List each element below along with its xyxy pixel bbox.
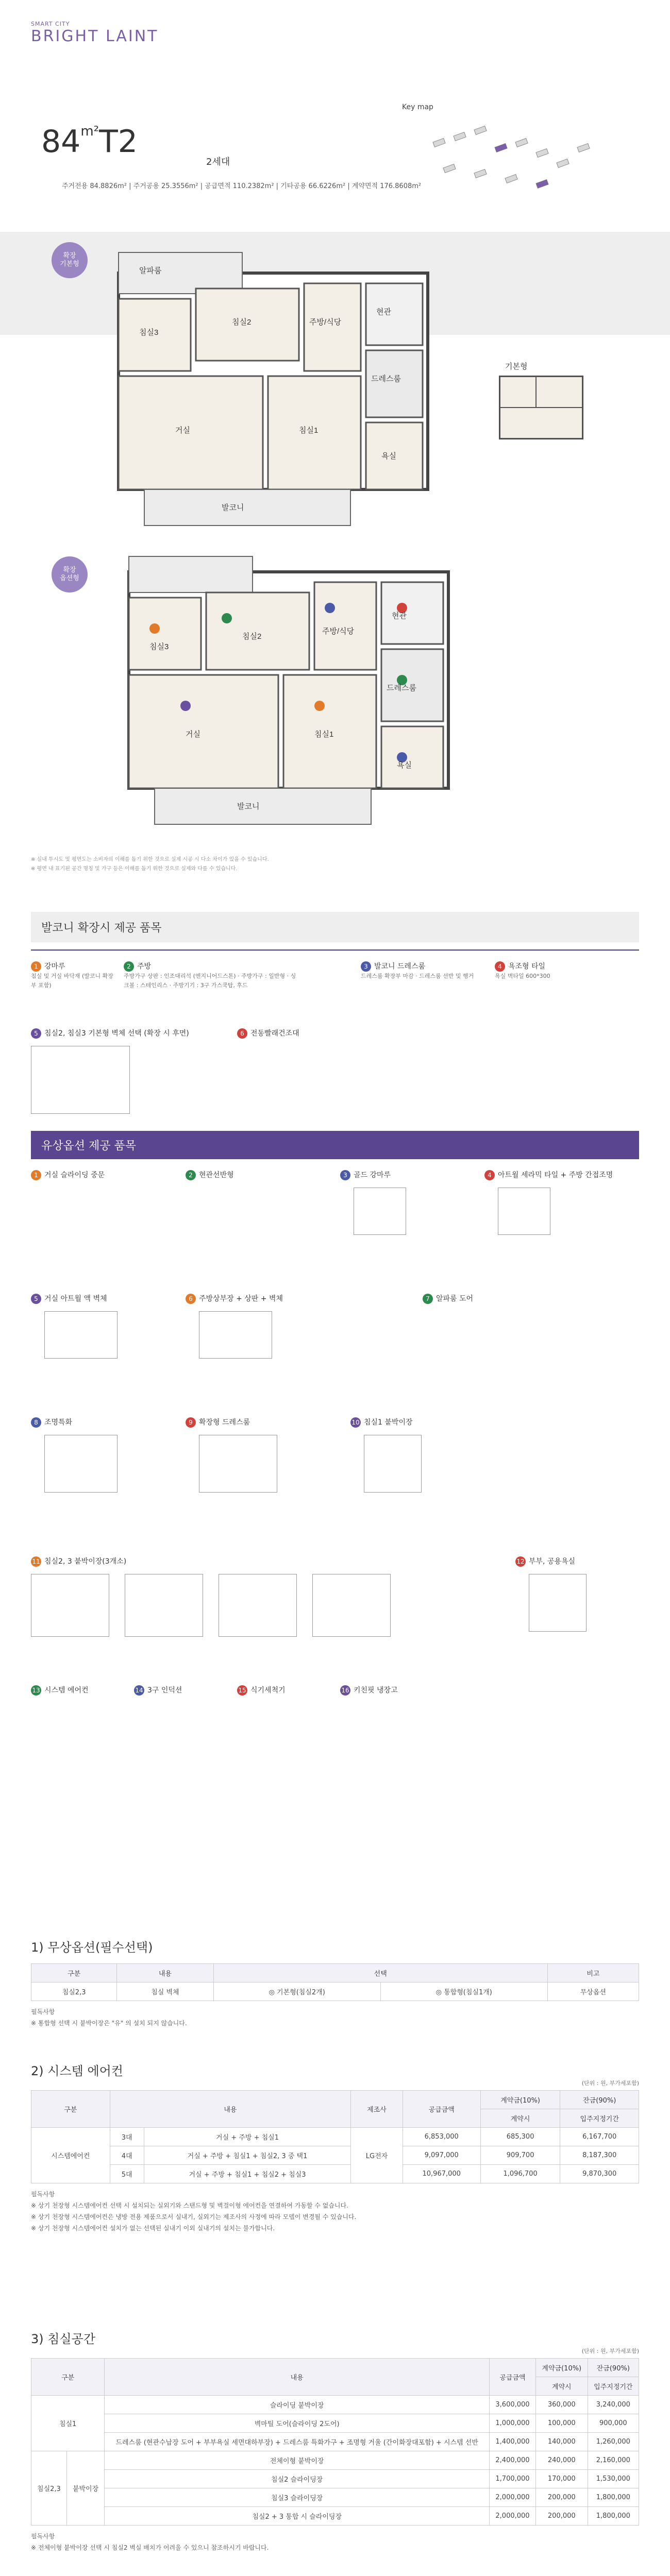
label-bath: 욕실 xyxy=(381,452,396,461)
option-item: 13 시스템 에어컨 xyxy=(31,1685,165,1696)
table-row: 5대 거실 + 주방 + 침실1 + 침실2 + 침실3 10,967,000 1,096,700 9,870,300 xyxy=(31,2165,639,2183)
opt-label-kitchen: 주방/식당 xyxy=(322,627,355,636)
label-alpha-room: 알파룸 xyxy=(139,266,162,275)
opt-label-bedroom1: 침실1 xyxy=(314,730,334,739)
floor-plan-option xyxy=(124,551,454,840)
opt-label-entrance: 현관 xyxy=(392,612,407,620)
badge-option: 확장 옵션형 xyxy=(52,556,88,592)
label-dressroom: 드레스룸 xyxy=(371,375,401,383)
opt-label-bedroom2: 침실2 xyxy=(242,632,262,641)
table-row: 침실2 슬라이딩장 1,700,000 170,000 1,530,000 xyxy=(31,2470,639,2488)
table-row: 시스템에어컨 3대 거실 + 주방 + 침실1 LG전자 6,853,000 685,300 6,167,700 xyxy=(31,2128,639,2146)
opt-label-bedroom3: 침실3 xyxy=(149,642,169,651)
option-item: 8 조명특화 xyxy=(31,1417,175,1493)
option-item: 14 3구 인덕션 xyxy=(134,1685,268,1696)
option-item: 10 침실1 붙박이장 xyxy=(350,1417,495,1493)
balcony-item: 1 강마루 침실 및 거실 바닥재 (발코니 확장부 포함) xyxy=(31,962,113,989)
balcony-item: 4 욕조형 타일 욕실 벽타일 600*300 xyxy=(495,962,550,979)
table-row: 벽마틸 도어(슬라이딩 2도어) 1,000,000 100,000 900,000 xyxy=(31,2414,639,2433)
option-item: 15 식기세척기 xyxy=(237,1685,371,1696)
label-living: 거실 xyxy=(175,426,190,435)
balcony-section xyxy=(31,912,639,1767)
table2-notes: 필독사항 ※ 상기 천장형 시스템에어컨 선택 시 설치되는 실외기와 스탠드형 및 벽걸이형 에어컨을 연결하여 가동할 수 없습니다. ※ 상기 천장형 시스템에어컨은 냉방 전용 제품으로서 실내기, 실외기는 제조사의 사정에 따라 모델이 변경될 수 있습니다. ※ 상기 천장형 시스템에어컨 설치가 없는 선택된 실내기 이외 실내기의 설치는 불가합니다. xyxy=(31,2191,357,2232)
badge-basic: 확장 기본형 xyxy=(52,242,88,278)
table-row: 침실2 + 3 통합 시 슬라이딩장 2,000,000 200,000 1,800,000 xyxy=(31,2507,639,2526)
option-item: 1 거실 슬라이딩 중문 xyxy=(31,1170,175,1180)
option-item: 6 주방상부장 + 상판 + 벽체 xyxy=(186,1293,350,1359)
key-map xyxy=(402,103,629,227)
brand xyxy=(31,21,158,45)
balcony-item: 2 주방 주방가구 상판 : 인조대리석 (엔지니어드스톤) · 주방가구 : 일반형 · 싱크볼 : 스테인리스 · 주방기기 : 3구 가스쿡탑, 후드 xyxy=(124,962,296,989)
option-item: 2 현관선반형 xyxy=(186,1170,330,1180)
label-bedroom3: 침실3 xyxy=(139,328,159,337)
brand-logo: BRIGHT LAINT xyxy=(31,27,159,45)
table1: 구분 내용 선택 비고 침실2,3 침실 벽체 ◎ 기본형(침실2개) ◎ 통합형(침실1개) 무상옵션 xyxy=(31,1963,639,2001)
option-plan-basic xyxy=(495,361,588,446)
households: 2세대 xyxy=(206,157,230,167)
table3-section: 3) 침실공간 (단위 : 원, 부가세포함) 구분 내용 공급금액 계약금(10%) 잔금(90%) 계약시 입주지정기간 침실1 슬라이딩 붙박이장 3,600,000 360,000 3,240,000 벽마틸 도어(슬라이딩 2도어) 1,000,000 100,000 900,000 드레스룸 (현관수납장 도어 + 부부욕실 세면대하부장) + 드레스룸 특화가구 + 조명형 거울 (간이화장대포함) + 시스템 선반 1,400,000 140,000 1,260,000 침실2,3 붙박이장 전체이형 붙박이장 2,400,000 240,000 2,160,000 침실2 슬라이딩장 1,700,000 170,000 1,530,000 침실3 슬라이딩장 2,000,000 200,000 1,800,000 침실2 + 3 통합 시 슬라이딩장 2,000,000 200,000 1,800,000 필독사항 ※ 전체이형 붙박이장 선택 시 침실2 벽실 배치가 어려울 수 있으니 참조하시기 바랍니다. xyxy=(31,2329,639,2553)
wall-thumbnail xyxy=(31,1046,130,1114)
table-row: 침실3 슬라이딩장 2,000,000 200,000 1,800,000 xyxy=(31,2488,639,2507)
label-bedroom2: 침실2 xyxy=(232,318,252,327)
option-item: 7 알파룸 도어 xyxy=(423,1293,577,1304)
label-kitchen: 주방/식당 xyxy=(309,318,342,327)
option-item: 4 아트월 세라믹 타일 + 주방 간접조명 xyxy=(484,1170,639,1235)
table2-title: 2) 시스템 에어컨 xyxy=(31,2064,123,2078)
floor-plan-basic xyxy=(113,242,433,541)
table-row: 4대 거실 + 주방 + 침실1 + 침실2, 3 중 택1 9,097,000 909,700 8,187,300 xyxy=(31,2146,639,2165)
table-row: 침실2,3 붙박이장 전체이형 붙박이장 2,400,000 240,000 2,160,000 xyxy=(31,2451,639,2470)
opt-label-dressroom: 드레스룸 xyxy=(387,684,416,692)
table2-section: 2) 시스템 에어컨 (단위 : 원, 부가세포함) 구분 내용 제조사 공급금액 계약금(10%) 잔금(90%) 계약시 입주지정기간 시스템에어컨 3대 거실 + 주방 + 침실1 LG전자 6,853,000 685,300 6,167,700 4대 거실 + 주방 + 침실1 + 침실2, 3 중 택1 9,097,000 909,700 8,187,300 5대 거실 + 주방 + 침실1 + 침실2 + 침실3 10,967,000 1,096,700 9,870,300 필독사항 ※ 상기 천장형 시스템에어컨 선택 시 설치되는 실외기와 스탠드형 및 벽걸이형 에어컨을 연결하여 가동할 수 없습니다. ※ 상기 천장형 시스템에어컨은 냉방 전용 제품으로서 실내기, 실외기는 제조사의 사정에 따라 모델이 변경될 수 있습니다. ※ 상기 천장형 시스템에어컨 설치가 없는 선택된 실내기 이외 실내기의 설치는 불가합니다. xyxy=(31,2061,639,2234)
table1-notes: 필독사항 ※ 통합형 선택 시 붙박이장은 "유" 의 설치 되지 않습니다. xyxy=(31,2008,187,2027)
plan-notes: ※ 실내 투시도 및 평면도는 소비자의 이해를 돕기 위한 것으로 실제 시공 시 다소 차이가 있을 수 있습니다. ※ 평면 내 표기된 공간 명칭 및 가구 등은 이해를 돕기 위한 것으로 실제와 다를 수 있습니다. xyxy=(31,857,269,872)
opt-label-balcony: 발코니 xyxy=(237,802,260,811)
option-item: 5 거실 아트월 액 벽체 xyxy=(31,1293,175,1359)
table1-section xyxy=(31,1937,639,2029)
table-row: 드레스룸 (현관수납장 도어 + 부부욕실 세면대하부장) + 드레스룸 특화가구 + 조명형 거울 (간이화장대포함) + 시스템 선반 1,400,000 140,000 1,260,000 xyxy=(31,2433,639,2451)
balcony-item: 5 침실2, 침실3 기본형 벽체 선택 (확장 시 후면) xyxy=(31,1028,216,1114)
table3-title: 3) 침실공간 xyxy=(31,2332,95,2346)
table-row: 침실1 슬라이딩 붙박이장 3,600,000 360,000 3,240,000 xyxy=(31,2396,639,2414)
option-item: 16 키친핏 냉장고 xyxy=(340,1685,474,1696)
option-item: 9 확장형 드레스룸 xyxy=(186,1417,330,1493)
option-title: 유상옵션 제공 품목 xyxy=(31,1131,639,1159)
option-item: 11 침실2, 3 붙박이장(3개소) xyxy=(31,1556,495,1637)
opt-label-living: 거실 xyxy=(186,730,200,739)
option-items xyxy=(31,1170,639,1767)
option-plan-diagram xyxy=(495,371,588,444)
unit-area: $84^{m^2}T2$ xyxy=(41,124,138,160)
balcony-title: 발코니 확장시 제공 품목 xyxy=(31,912,639,942)
key-map-diagram xyxy=(402,111,629,214)
table3-notes: 필독사항 ※ 전체이형 붙박이장 선택 시 침실2 벽실 배치가 어려울 수 있으니 참조하시기 바랍니다. xyxy=(31,2533,269,2551)
option-item: 12 부부, 공용욕실 xyxy=(515,1556,639,1632)
unit-specs: 주거전용 84.8826m² | 주거공용 25.3556m² | 공급면적 110.2382m² | 기타공용 66.6226m² | 계약면적 176.8608m² xyxy=(62,182,422,190)
table3: 구분 내용 공급금액 계약금(10%) 잔금(90%) 계약시 입주지정기간 침실1 슬라이딩 붙박이장 3,600,000 360,000 3,240,000 벽마틸 도어(슬라이딩 2도어) 1,000,000 100,000 900,000 드레스룸 (현관수납장 도어 + 부부욕실 세면대하부장) + 드레스룸 특화가구 + 조명형 거울 (간이화장대포함) + 시스템 선반 1,400,000 140,000 1,260,000 침실2,3 붙박이장 전체이형 붙박이장 2,400,000 240,000 2,160,000 침실2 슬라이딩장 1,700,000 170,000 1,530,000 침실3 슬라이딩장 2,000,000 200,000 1,800,000 침실2 + 3 통합 시 슬라이딩장 2,000,000 200,000 1,800,000 xyxy=(31,2358,639,2526)
balcony-item: 3 발코니 드레스룸 드레스룸 확장부 마감 · 드레스룸 선반 및 행거 xyxy=(361,962,474,979)
balcony-item: 6 전동빨래건조대 xyxy=(237,1028,392,1039)
table-row: 침실2,3 침실 벽체 ◎ 기본형(침실2개) ◎ 통합형(침실1개) 무상옵션 xyxy=(31,1982,639,2001)
balcony-items xyxy=(31,961,639,1131)
table1-title: 1) 무상옵션(필수선택) xyxy=(31,1940,153,1955)
label-balcony: 발코니 xyxy=(222,503,244,512)
opt-label-bath: 욕실 xyxy=(397,761,412,770)
label-entrance: 현관 xyxy=(376,308,391,316)
table2: 구분 내용 제조사 공급금액 계약금(10%) 잔금(90%) 계약시 입주지정기간 시스템에어컨 3대 거실 + 주방 + 침실1 LG전자 6,853,000 685,300 6,167,700 4대 거실 + 주방 + 침실1 + 침실2, 3 중 택1 9,097,000 909,700 8,187,300 5대 거실 + 주방 + 침실1 + 침실2 + 침실3 10,967,000 1,096,700 9,870,300 xyxy=(31,2090,639,2183)
option-plan-label: 기본형 xyxy=(505,362,528,371)
option-item: 3 골드 강마루 xyxy=(340,1170,484,1235)
brand-small: SMART CITY xyxy=(31,21,70,27)
key-map-label: Key map xyxy=(402,103,433,111)
unit-header xyxy=(41,124,138,160)
label-bedroom1: 침실1 xyxy=(299,426,319,435)
